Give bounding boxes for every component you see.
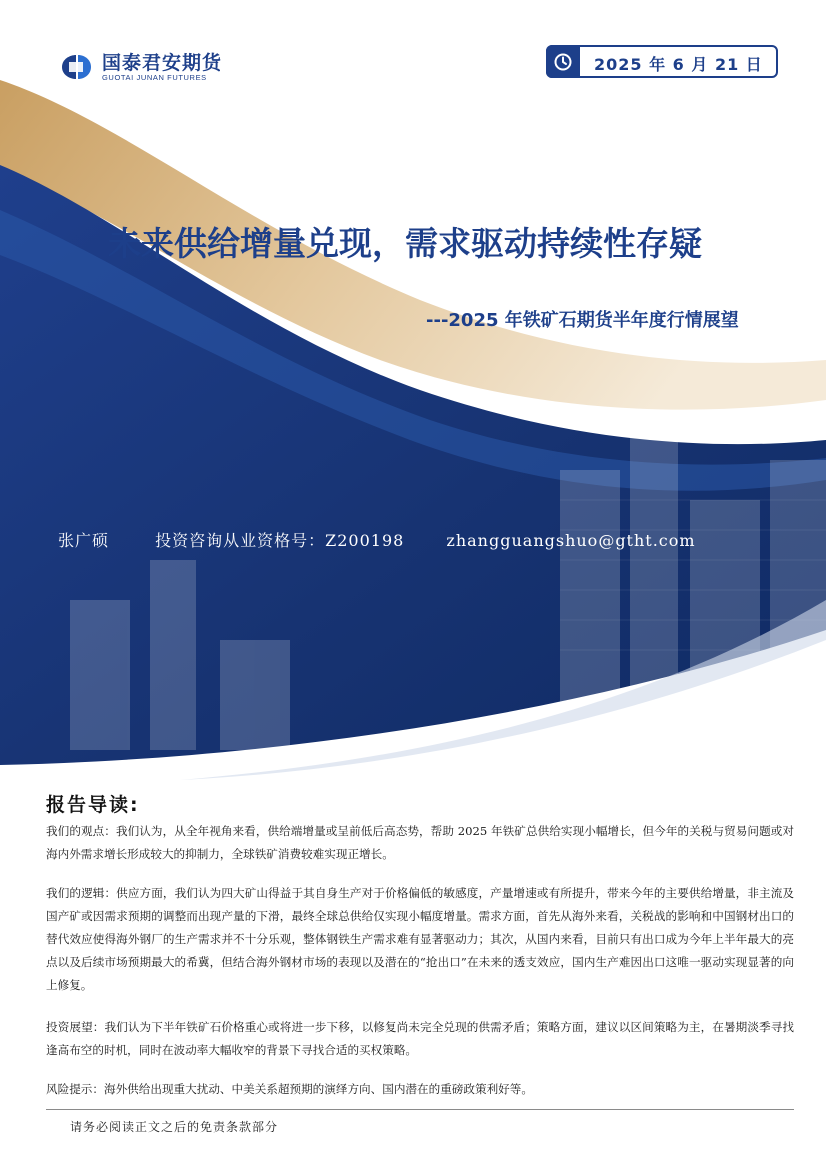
clock-icon [546,45,580,78]
date-badge [546,45,778,78]
disclaimer-note: 请务必阅读正文之后的免责条款部分 [70,1120,279,1134]
guide-heading: 报告导读: [46,794,140,816]
guide-risk: 风险提示：海外供给出现重大扰动、中美关系超预期的演绎方向、国内潜在的重磅政策利好等。 [46,1082,533,1096]
author-email[interactable]: zhangguangshuo@gtht.com [446,531,696,550]
author-name: 张广硕 [58,531,110,550]
guide-logic: 我们的逻辑：供应方面，我们认为四大矿山得益于其自身生产对于价格偏低的敏感度，产量增速或有所提升，带来今年的主要供给增量，非主流及国产矿或因需求预期的调整而出现产量的下滑，最终全球总供给仅实现小幅度增量。需求方面，首先从海外来看，关税战的影响和中国钢材出口的替代效应使得海外钢厂的生产需求并不十分乐观，整体钢铁生产需求难有显著驱动力；其次，从国内来看，目前只有出口成为今年上半年最大的亮点以及后续市场预期最大的希冀，但结合海外钢材市场的表现以及潜在的“抢出口”在未来的透支效应，国内生产难因出口这唯一驱动实现显著的向上修复。 [46,886,794,992]
report-date: 2025 年 6 月 21 日 [594,55,763,74]
logo-mark-icon [58,52,94,82]
guide-outlook: 投资展望：我们认为下半年铁矿石价格重心或将进一步下移，以修复尚未完全兑现的供需矛盾；策略方面，建议以区间策略为主，在暑期淡季寻找逢高布空的时机，同时在波动率大幅收窄的背景下寻找合适的买权策略。 [46,1020,794,1057]
author-certificate: 投资咨询从业资格号：Z200198 [155,531,405,550]
author-info [58,528,696,551]
company-logo [58,52,222,82]
report-subtitle: ---2025 年铁矿石期货半年度行情展望 [426,310,739,331]
report-title: 未来供给增量兑现，需求驱动持续性存疑 [108,224,702,263]
logo-name-en: GUOTAI JUNAN FUTURES [102,72,207,82]
logo-name-cn: 国泰君安期货 [102,51,223,74]
guide-viewpoint: 我们的观点：我们认为，从全年视角来看，供给端增量或呈前低后高态势，帮助 2025 年铁矿总供给实现小幅增长，但今年的关税与贸易问题或对海内外需求增长形成较大的抑制力，全球铁矿消费较难实现正增长。 [46,824,794,861]
footer-divider [46,1109,794,1110]
